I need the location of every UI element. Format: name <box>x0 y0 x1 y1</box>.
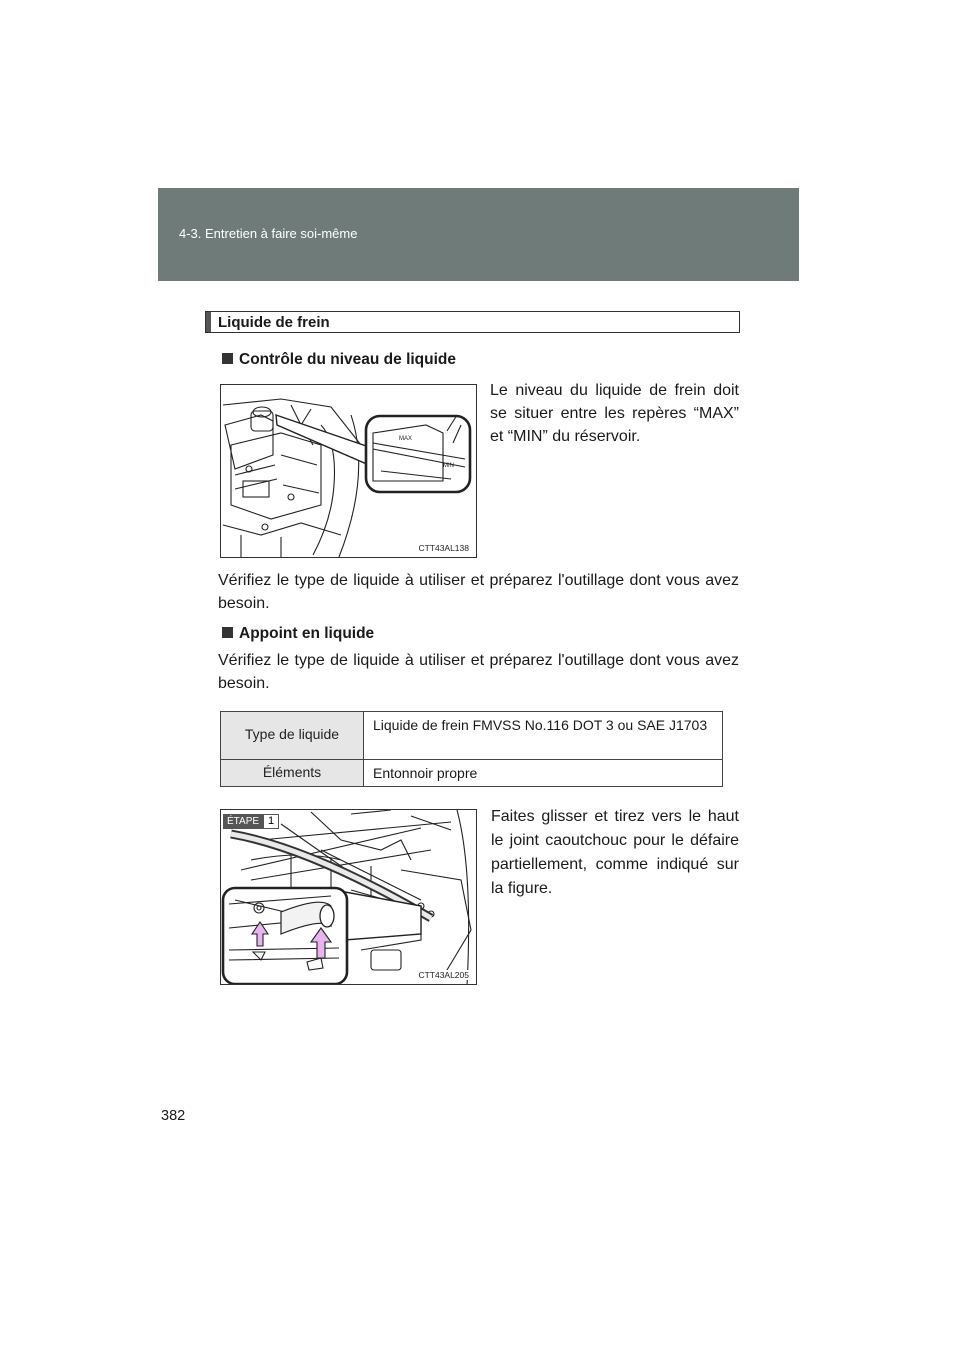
table-value-cell: Entonnoir propre <box>364 760 723 787</box>
seal-illustration <box>221 810 477 985</box>
subheading-level-check-text: Contrôle du niveau de liquide <box>239 351 457 368</box>
subheading-level-check <box>222 351 456 369</box>
page-number: 382 <box>161 1108 186 1124</box>
subheading-topup <box>222 625 374 643</box>
section-title: Liquide de frein <box>218 314 330 331</box>
figure-code: CTT43AL138 <box>418 543 469 553</box>
square-bullet-icon <box>222 627 233 638</box>
step-label: ÉTAPE <box>223 814 263 829</box>
max-mark: MAX <box>399 436 413 442</box>
step-badge <box>223 814 279 829</box>
step-number: 1 <box>263 814 279 829</box>
topup-instruction: Vérifiez le type de liquide à utiliser et préparez l'outillage dont vous avez besoin. <box>218 652 739 692</box>
figure-code: CTT43AL205 <box>418 970 469 980</box>
min-mark: MIN <box>443 463 454 469</box>
step1-instruction: Faites glisser et tirez vers le haut le joint caoutchouc pour le défaire partiellement, comme indiqué sur la figure. <box>491 808 739 897</box>
table-key-cell: Type de liquide <box>221 712 364 760</box>
fluid-spec-table <box>220 711 723 787</box>
square-bullet-icon <box>222 353 233 364</box>
chapter-breadcrumb: 4-3. Entretien à faire soi-même <box>179 226 358 241</box>
table-key-cell: Éléments <box>221 760 364 787</box>
seal-figure <box>220 809 477 985</box>
chapter-header <box>158 188 799 281</box>
table-value-cell: Liquide de frein FMVSS No.116 DOT 3 ou SAE J1703 <box>364 712 723 760</box>
subheading-topup-text: Appoint en liquide <box>239 625 375 642</box>
section-title-bar <box>205 311 740 333</box>
table-row <box>221 712 723 760</box>
reservoir-figure <box>220 384 477 558</box>
reservoir-illustration <box>221 385 477 558</box>
level-description: Le niveau du liquide de frein doit se situer entre les repères “MAX” et “MIN” du réservoir. <box>490 382 739 445</box>
section-accent <box>206 312 211 332</box>
check-instruction: Vérifiez le type de liquide à utiliser et préparez l'outillage dont vous avez besoin. <box>218 572 739 612</box>
table-row <box>221 760 723 787</box>
